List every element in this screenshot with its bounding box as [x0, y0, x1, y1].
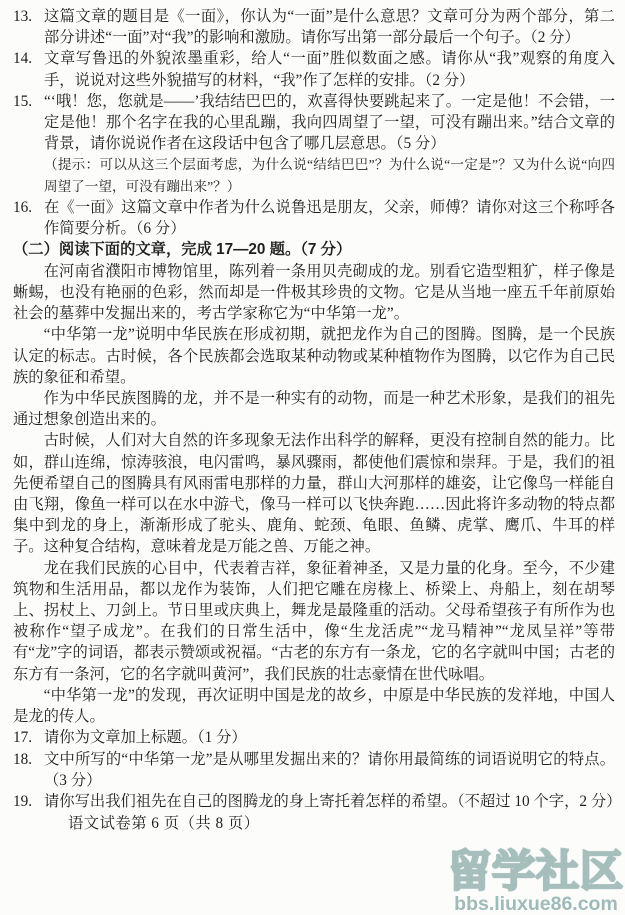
question-15-text: “‘哦！您，您就是——’我结结巴巴的，欢喜得快要跳起来了。一定是他！不会错，一定是他！那个名字在我的心里乱蹦，我向四周望了一望，可没有蹦出来。”结合文章的背景，请你说说作者在这段话中包含了哪几层意思。（5 分）	[44, 92, 615, 153]
question-16	[13, 197, 615, 239]
question-15	[13, 91, 615, 197]
question-17	[13, 727, 615, 748]
question-18-number: 18.	[13, 750, 33, 768]
question-13-number: 13.	[13, 8, 33, 25]
article-paragraph-6: “中华第一龙”的发现，再次证明中国是龙的故乡，中原是中华民族的发祥地，中国人是龙的传人。	[13, 686, 615, 726]
question-19	[13, 791, 622, 812]
question-14-number: 14.	[13, 50, 33, 68]
article-paragraph-2: “中华第一龙”说明中华民族在形成初期，就把龙作为自己的图腾。图腾，是一个民族认定的标志。古时候，各个民族都会选取某种动物或某种植物作为图腾，以它作为自己民族的象征和希望。	[13, 326, 615, 386]
question-18	[13, 749, 615, 791]
question-13	[13, 6, 615, 48]
section-2-heading: （二）阅读下面的文章，完成 17—20 题。（7 分）	[13, 241, 352, 259]
article-paragraph-1: 在河南省濮阳市博物馆里，陈列着一条用贝壳砌成的龙。别看它造型粗犷，样子像是蜥蜴，也没有艳丽的色彩，然而却是一件极其珍贵的文物。它是从当地一座五千年前原始社会的墓葬中发掘出来的，考古学家称它为“中华第一龙”。	[13, 262, 615, 323]
question-17-text: 请你为文章加上标题。（1 分）	[44, 729, 247, 747]
question-15-number: 15.	[13, 92, 33, 110]
question-18-text: 文中所写的“中华第一龙”是从哪里发掘出来的？请你用最简练的词语说明它的特点。（3 分）	[44, 750, 615, 789]
watermark	[448, 850, 624, 915]
article-paragraph-5: 龙在我们民族的心目中，代表着吉祥，象征着神圣，又是力量的化身。至今，不少建筑物和生活用品，都以龙作为装饰，人们把它雕在房椽上、桥梁上、舟船上，刻在胡琴上、拐杖上、刀剑上。节日里或庆典上，舞龙是最隆重的活动。父母希望孩子有所作为也被称作“望子成龙”。在我们的日常生活中，像“生龙活虎”“龙马精神”“龙凤呈祥”等带有“龙”字的词语，都表示赞颂或祝福。“古老的东方有一条龙，它的名字就叫中国；古老的东方有一条河，它的名字就叫黄河”，我们民族的壮志豪情在世代咏唱。	[13, 559, 615, 683]
watermark-url: bbs.liuxue86.com	[454, 893, 618, 915]
question-14	[13, 48, 615, 90]
page-footer: 语文试卷第 6 页（共 8 页）	[68, 815, 260, 833]
question-14-text: 文章写鲁迅的外貌浓墨重彩，给人“一面”胜似数面之感。请你从“我”观察的角度入手，说说对这些外貌描写的材料，“我”作了怎样的安排。（2 分）	[44, 50, 615, 89]
question-16-text: 在《一面》这篇文章中作者为什么说鲁迅是朋友，父亲，师傅？请你对这三个称呼各作简要分析。（6 分）	[44, 198, 615, 238]
article-paragraph-4: 古时候，人们对大自然的许多现象无法作出科学的解释，更没有控制自然的能力。比如，群山连绵，惊涛骇浪，电闪雷鸣，暴风骤雨，都使他们震惊和崇拜。于是，我们的祖先便希望自己的图腾具有风雨雷电那样的力量，群山大河那样的雄姿，让它像鸟一样能自由飞翔，像鱼一样可以在水中游弋，像马一样可以飞快奔跑……因此将许多动物的特点都集中到龙的身上，渐渐形成了驼头、鹿角、蛇颈、龟眼、鱼鳞、虎掌、鹰爪、牛耳的样子。这种复合结构，意味着龙是万能之兽、万能之神。	[13, 432, 615, 556]
question-19-number: 19.	[13, 792, 33, 810]
question-16-number: 16.	[13, 198, 33, 216]
question-17-number: 17.	[13, 729, 33, 747]
article-paragraph-3: 作为中华民族图腾的龙，并不是一种实有的动物，而是一种艺术形象，是我们的祖先通过想象创造出来的。	[13, 390, 615, 429]
watermark-logo-text: 留学社区	[448, 848, 624, 896]
question-15-hint: （提示：可以从这三个层面考虑，为什么说“结结巴巴”？为什么说“一定是”？又为什么说“向四周望了一望，可没有蹦出来”？）	[44, 157, 615, 194]
question-13-text: 这篇文章的题目是《一面》，你认为“一面”是什么意思？文章可分为两个部分，第二部分讲述“一面”对“我”的影响和激励。请你写出第一部分最后一个句子。（2 分）	[44, 8, 615, 47]
question-19-text: 请你写出我们祖先在自己的图腾龙的身上寄托着怎样的希望。（不超过 10 个字，2 分）	[44, 792, 622, 810]
